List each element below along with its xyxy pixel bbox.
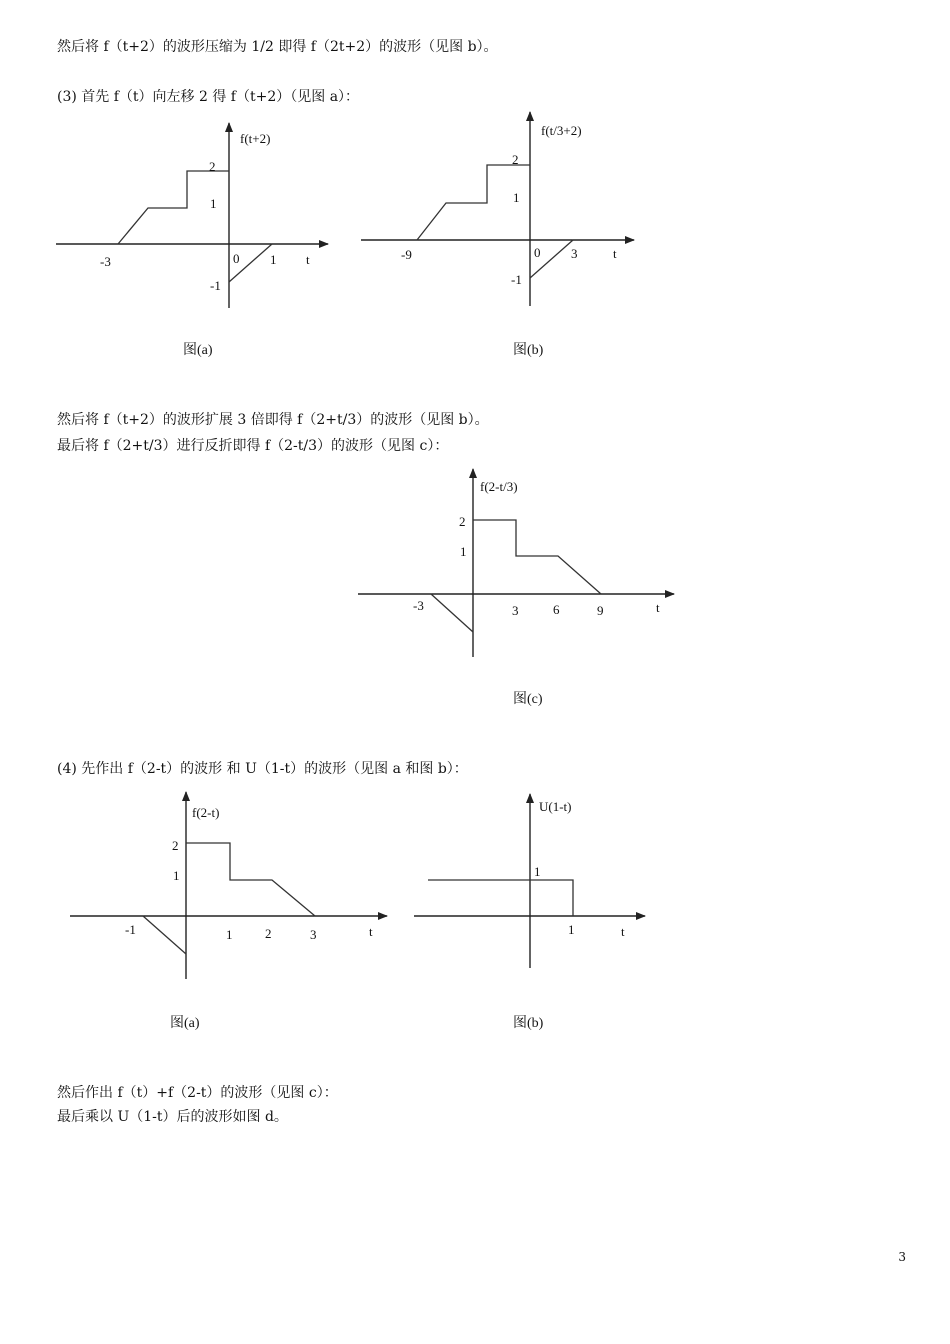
figure-caption: 图(c) (513, 692, 543, 707)
figure-f-2-minus-t (70, 792, 387, 1031)
tick-label-x3: 3 (512, 603, 519, 618)
x-axis-label: t (656, 600, 660, 615)
figure-caption: 图(a) (170, 1016, 200, 1031)
figure-f-t-over-3-plus-2 (361, 112, 634, 358)
text-line-7: 最后乘以 U（1-t）后的波形如图 d。 (57, 1109, 288, 1125)
waveform (186, 843, 315, 916)
tick-label-y2: 2 (209, 159, 216, 174)
figure-caption: 图(b) (513, 343, 544, 358)
x-axis-label: t (369, 924, 373, 939)
tick-label-y1: 1 (210, 196, 217, 211)
tick-label-y2: 2 (172, 838, 179, 853)
tick-label-x0: 0 (233, 251, 240, 266)
tick-label-ym1: -1 (210, 278, 221, 293)
tick-label-x3: 3 (571, 246, 578, 261)
text-line-1: 然后将 f（t+2）的波形压缩为 1/2 即得 f（2t+2）的波形（见图 b）。 (57, 39, 498, 55)
text-line-6: 然后作出 f（t）+f（2-t）的波形（见图 c）： (57, 1085, 338, 1101)
waveform (428, 880, 573, 916)
text-line-3: 然后将 f（t+2）的波形扩展 3 倍即得 f（2+t/3）的波形（见图 b）。 (57, 412, 489, 428)
tick-label-xm3: -3 (100, 254, 111, 269)
figure-u-1-minus-t (414, 794, 645, 1031)
waveform (473, 520, 601, 594)
text-line-5: (4) 先作出 f（2-t）的波形 和 U（1-t）的波形（见图 a 和图 b）： (57, 761, 468, 777)
tick-label-xm3: -3 (413, 598, 424, 613)
figure-f-2-minus-t-over-3 (358, 469, 674, 707)
figure-caption: 图(b) (513, 1016, 544, 1031)
tick-label-x1: 1 (568, 922, 575, 937)
tick-label-ym1: -1 (511, 272, 522, 287)
y-axis-label: U(1-t) (539, 799, 572, 814)
tick-label-x9: 9 (597, 603, 604, 618)
figure-f-t-plus-2 (56, 123, 328, 358)
tick-label-xm9: -9 (401, 247, 412, 262)
y-axis-label: f(2-t/3) (480, 479, 518, 494)
tick-label-x3: 3 (310, 927, 317, 942)
tick-label-y2: 2 (459, 514, 466, 529)
waveform-negative (431, 594, 473, 632)
tick-label-x6: 6 (553, 602, 560, 617)
tick-label-x0: 0 (534, 245, 541, 260)
tick-label-y1: 1 (460, 544, 467, 559)
tick-label-x1: 1 (270, 252, 277, 267)
tick-label-x2: 2 (265, 926, 272, 941)
x-axis-label: t (621, 924, 625, 939)
y-axis-label: f(t/3+2) (541, 123, 582, 138)
tick-label-y1: 1 (173, 868, 180, 883)
figure-caption: 图(a) (183, 343, 213, 358)
tick-label-y1: 1 (534, 864, 541, 879)
tick-label-y2: 2 (512, 152, 519, 167)
tick-label-y1: 1 (513, 190, 520, 205)
text-line-4: 最后将 f（2+t/3）进行反折即得 f（2-t/3）的波形（见图 c）： (57, 438, 449, 454)
x-axis-label: t (306, 252, 310, 267)
tick-label-x1: 1 (226, 927, 233, 942)
y-axis-label: f(2-t) (192, 805, 220, 820)
text-line-2: (3) 首先 f（t）向左移 2 得 f（t+2）（见图 a）： (57, 89, 360, 105)
x-axis-label: t (613, 246, 617, 261)
page-number: 3 (898, 1250, 906, 1264)
tick-label-xm1: -1 (125, 922, 136, 937)
y-axis-label: f(t+2) (240, 131, 271, 146)
waveform-negative (143, 916, 186, 954)
